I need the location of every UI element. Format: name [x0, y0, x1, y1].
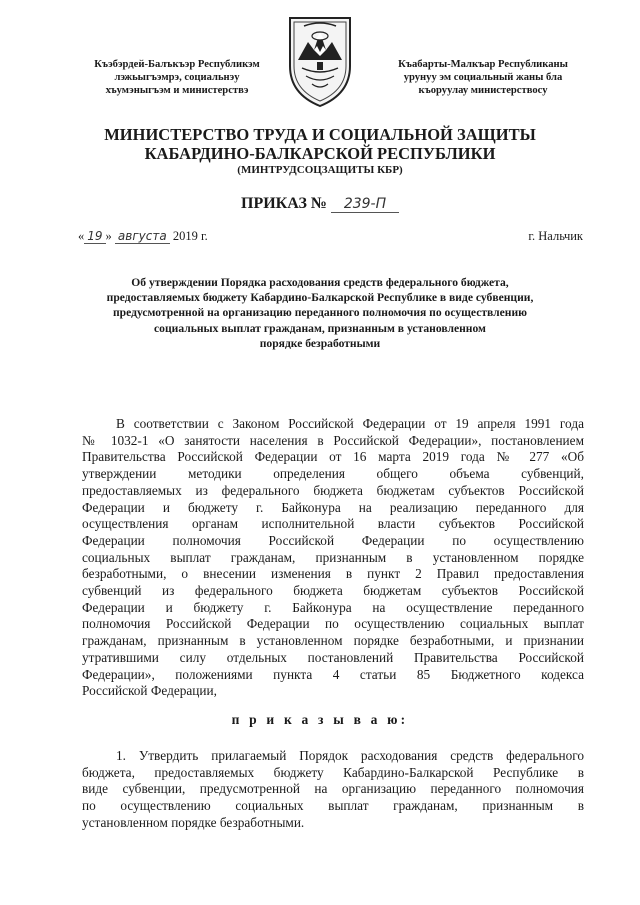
body-line: утверждении методики определения общего объема субвенций, [82, 466, 584, 482]
body-line: утратившими силу отдельных постановлений Правительства Российской [82, 649, 584, 665]
item-line: по осуществлению социальных выплат гражданам, признанным в [82, 798, 584, 814]
header-right-line: урунуу эм социальный жаны бла [403, 72, 563, 83]
body-line: Правительства Российской Федерации от 16 марта 2019 года № 277 «Об [82, 449, 584, 465]
body-line: В соответствии с Законом Российской Федерации от 19 апреля 1991 года [116, 416, 584, 431]
order-label: ПРИКАЗ № [241, 195, 327, 212]
body-line: безработными, о внесении изменения в пункт 2 Правил предоставления [82, 566, 584, 582]
body-line: № 1032-1 «О занятости населения в Российской Федерации», постановлением [82, 432, 584, 448]
order-number: 239-П [331, 196, 399, 213]
order-item-1 [82, 748, 584, 832]
ministry-title [0, 125, 640, 177]
date-day: 19 [84, 229, 105, 244]
date-year: 2019 г. [172, 229, 208, 243]
order-heading [0, 195, 640, 213]
ministry-line: МИНИСТЕРСТВО ТРУДА И СОЦИАЛЬНОЙ ЗАЩИТЫ [104, 125, 536, 144]
order-subject [84, 275, 556, 351]
item-line: бюджета, предоставляемых бюджету Кабардино-Балкарской Республике в [82, 764, 584, 780]
item-line: виде субвенции, предусмотренной на организацию переданного полномочия [82, 781, 584, 797]
body-line: социальных выплат гражданам, признанным в установленном порядке [82, 549, 584, 565]
body-line: предоставляемых из федерального бюджета бюджетам субъектов Российской [82, 482, 584, 498]
header-left-line: Къэбэрдей-Балъкъэр Республикэм [94, 59, 260, 70]
header-right-line: къоруулау министерствосу [418, 85, 548, 96]
preamble-paragraph [82, 416, 584, 700]
body-line: субвенций из федерального бюджета бюджетам субъектов Российской [82, 583, 584, 599]
item-line: 1. Утвердить прилагаемый Порядок расходования средств федерального [116, 748, 584, 763]
body-line: Федерации», положениями пункта 4 статьи 85 Бюджетного кодекса [82, 666, 584, 682]
subject-line: порядке безработными [259, 336, 381, 350]
body-line: Федерации и бюджету г. Байконура на осуществление переданного [82, 599, 584, 615]
header-kabardian-text [72, 58, 282, 97]
date-month: августа [115, 229, 170, 244]
coat-of-arms-icon [284, 14, 356, 108]
ministry-abbreviation: (МИНТРУДСОЦЗАЩИТЫ КБР) [237, 164, 403, 176]
subject-line: предусмотренной на организацию переданного полномочия по осуществлению [112, 306, 528, 320]
subject-line: Об утверждении Порядка расходования средств федерального бюджета, [131, 276, 509, 289]
header-right-line: Къабарты-Малкъар Республиканы [398, 59, 568, 70]
body-line: гражданам, признанным в установленном порядке безработными, и признании [82, 633, 584, 649]
quote-open: « [78, 229, 85, 243]
header-left-line: лэжьыгъэмрэ, социальнэу [114, 72, 240, 83]
body-line: Федерации полномочия Российской Федерации по осуществлению [82, 532, 584, 548]
header-left-line: хъумэныгъэм и министерствэ [105, 85, 249, 96]
body-line: полномочия Российской Федерации по осуществлению социальных выплат [82, 616, 584, 632]
order-date [78, 229, 208, 244]
body-line: Российской Федерации, [82, 683, 217, 699]
item-line: установленном порядке безработными. [82, 814, 305, 830]
body-line: осуществления органам исполнительной власти субъектов Российской [82, 516, 584, 532]
subject-line: предоставляемых бюджету Кабардино-Балкарской Республике в виде субвенции, [106, 291, 534, 305]
orders-word: п р и к а з ы в а ю: [231, 712, 409, 727]
quote-close: » [105, 229, 112, 243]
subject-line: социальных выплат гражданам, признанным в установленном [154, 321, 486, 335]
ministry-line: КАБАРДИНО-БАЛКАРСКОЙ РЕСПУБЛИКИ [144, 144, 496, 163]
header-balkar-text [378, 58, 588, 97]
order-city: г. Нальчик [528, 229, 583, 243]
body-line: Федерации и бюджету г. Байконура на реализацию переданного для [82, 499, 584, 515]
